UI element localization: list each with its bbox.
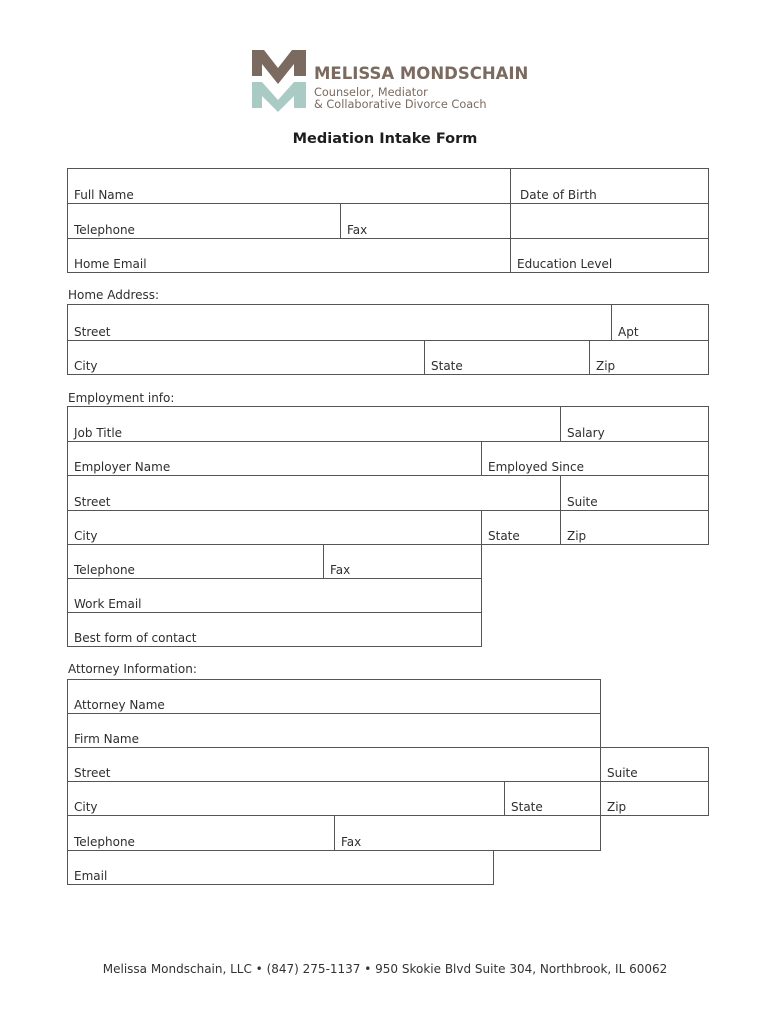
attorney-city-label: City — [74, 800, 98, 814]
attorney-zip-field[interactable] — [600, 781, 709, 816]
employment-heading: Employment info: — [68, 391, 175, 405]
date-of-birth-field[interactable] — [510, 168, 709, 204]
brand-logo — [250, 48, 540, 112]
job-title-field[interactable] — [67, 406, 561, 442]
home-city-label: City — [74, 359, 98, 373]
form-title: Mediation Intake Form — [292, 131, 478, 147]
brand-tagline-1: Counselor, Mediator — [314, 86, 428, 99]
date-of-birth-label: Date of Birth — [520, 188, 597, 202]
date-of-birth-extension — [510, 203, 709, 239]
home-street-label: Street — [74, 325, 111, 339]
education-level-label: Education Level — [517, 257, 613, 271]
salary-label: Salary — [567, 426, 605, 440]
job-title-label: Job Title — [74, 426, 123, 440]
home-apt-label: Apt — [618, 325, 639, 339]
employer-zip-field[interactable] — [560, 510, 709, 545]
employer-name-label: Employer Name — [74, 460, 171, 474]
home-apt-field[interactable] — [611, 304, 709, 341]
brand-name: MELISSA MONDSCHAIN — [314, 64, 529, 83]
work-email-field[interactable] — [67, 578, 482, 613]
employer-zip-label: Zip — [567, 529, 587, 543]
best-contact-field[interactable] — [67, 612, 482, 647]
employer-name-field[interactable] — [67, 441, 482, 476]
attorney-email-field[interactable] — [67, 850, 494, 885]
best-contact-label: Best form of contact — [74, 631, 197, 645]
attorney-suite-label: Suite — [607, 766, 638, 780]
telephone-field[interactable] — [67, 203, 341, 239]
attorney-state-field[interactable] — [504, 781, 601, 816]
attorney-fax-field[interactable] — [334, 815, 601, 851]
home-city-field[interactable] — [67, 340, 425, 375]
work-fax-label: Fax — [330, 563, 351, 577]
attorney-state-label: State — [511, 800, 543, 814]
employer-city-label: City — [74, 529, 98, 543]
logo-mark-icon — [250, 48, 310, 112]
work-telephone-label: Telephone — [74, 563, 135, 577]
employer-city-field[interactable] — [67, 510, 482, 545]
attorney-name-label: Attorney Name — [74, 698, 165, 712]
employer-state-field[interactable] — [481, 510, 561, 545]
footer-contact-info: Melissa Mondschain, LLC • (847) 275-1137 • 950 Skokie Blvd Suite 304, Northbrook, IL 60062 — [102, 962, 668, 976]
salary-field[interactable] — [560, 406, 709, 442]
attorney-name-field[interactable] — [67, 679, 601, 714]
firm-name-label: Firm Name — [74, 732, 139, 746]
attorney-city-field[interactable] — [67, 781, 505, 816]
employer-suite-field[interactable] — [560, 475, 709, 511]
employer-street-label: Street — [74, 495, 111, 509]
education-level-field[interactable] — [510, 238, 709, 273]
work-fax-field[interactable] — [323, 544, 482, 579]
attorney-suite-field[interactable] — [600, 747, 709, 782]
employer-state-label: State — [488, 529, 520, 543]
full-name-field[interactable] — [67, 168, 511, 204]
home-email-label: Home Email — [74, 257, 147, 271]
attorney-street-label: Street — [74, 766, 111, 780]
attorney-email-label: Email — [74, 869, 108, 883]
attorney-heading: Attorney Information: — [68, 662, 197, 676]
attorney-telephone-label: Telephone — [74, 835, 135, 849]
home-email-field[interactable] — [67, 238, 511, 273]
work-telephone-field[interactable] — [67, 544, 324, 579]
home-street-field[interactable] — [67, 304, 612, 341]
employed-since-label: Employed Since — [488, 460, 585, 474]
employer-street-field[interactable] — [67, 475, 561, 511]
attorney-telephone-field[interactable] — [67, 815, 335, 851]
telephone-label: Telephone — [74, 223, 135, 237]
work-email-label: Work Email — [74, 597, 142, 611]
fax-label: Fax — [347, 223, 368, 237]
home-zip-field[interactable] — [589, 340, 709, 375]
home-zip-label: Zip — [596, 359, 616, 373]
home-state-label: State — [431, 359, 463, 373]
attorney-street-field[interactable] — [67, 747, 601, 782]
employed-since-field[interactable] — [481, 441, 709, 476]
home-state-field[interactable] — [424, 340, 590, 375]
attorney-zip-label: Zip — [607, 800, 627, 814]
fax-field[interactable] — [340, 203, 511, 239]
employer-suite-label: Suite — [567, 495, 598, 509]
home-address-heading: Home Address: — [68, 288, 160, 302]
brand-tagline-2: & Collaborative Divorce Coach — [314, 98, 487, 111]
attorney-fax-label: Fax — [341, 835, 362, 849]
full-name-label: Full Name — [74, 188, 134, 202]
firm-name-field[interactable] — [67, 713, 601, 748]
